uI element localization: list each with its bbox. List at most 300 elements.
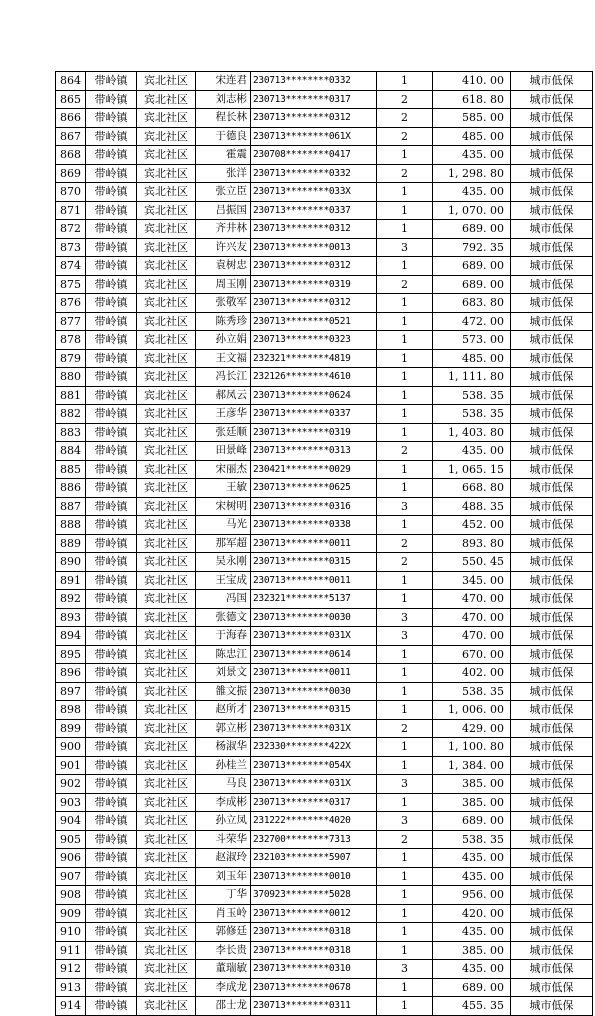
table-row (56, 571, 593, 590)
amount-cell: 683. 80 (433, 294, 511, 313)
amount-cell: 1, 070. 00 (433, 201, 511, 220)
town-cell: 带岭镇 (86, 220, 137, 239)
town-cell: 带岭镇 (86, 719, 137, 738)
community-cell: 宾北社区 (137, 941, 196, 960)
household-persons-cell: 1 (377, 220, 433, 239)
row-number-cell: 907 (56, 867, 86, 886)
amount-cell: 1, 100. 80 (433, 738, 511, 757)
household-persons-cell: 1 (377, 516, 433, 535)
household-persons-cell: 3 (377, 608, 433, 627)
assistance-type-cell: 城市低保 (511, 941, 593, 960)
assistance-type-cell: 城市低保 (511, 442, 593, 461)
table-row (56, 793, 593, 812)
row-number-cell: 864 (56, 72, 86, 91)
recipient-name-cell: 程长林 (196, 109, 251, 128)
id-number-cell: 230713********0312 (251, 109, 377, 128)
row-number-cell: 875 (56, 275, 86, 294)
row-number-cell: 880 (56, 368, 86, 387)
table-row (56, 238, 593, 257)
community-cell: 宾北社区 (137, 294, 196, 313)
table-row (56, 775, 593, 794)
table-row (56, 608, 593, 627)
table-row (56, 923, 593, 942)
household-persons-cell: 1 (377, 479, 433, 498)
id-number-cell: 230713********0318 (251, 941, 377, 960)
town-cell: 带岭镇 (86, 497, 137, 516)
recipient-name-cell: 于海春 (196, 627, 251, 646)
town-cell: 带岭镇 (86, 331, 137, 350)
town-cell: 带岭镇 (86, 534, 137, 553)
amount-cell: 573. 00 (433, 331, 511, 350)
community-cell: 宾北社区 (137, 442, 196, 461)
amount-cell: 470. 00 (433, 590, 511, 609)
assistance-type-cell: 城市低保 (511, 534, 593, 553)
table-row (56, 312, 593, 331)
id-number-cell: 230713********0317 (251, 793, 377, 812)
amount-cell: 345. 00 (433, 571, 511, 590)
id-number-cell: 230713********0013 (251, 238, 377, 257)
assistance-type-cell: 城市低保 (511, 997, 593, 1016)
household-persons-cell: 3 (377, 775, 433, 794)
id-number-cell: 232103********5907 (251, 849, 377, 868)
recipient-name-cell: 张廷顺 (196, 423, 251, 442)
recipient-name-cell: 孙立凤 (196, 812, 251, 831)
id-number-cell: 230708********0417 (251, 146, 377, 165)
household-persons-cell: 3 (377, 497, 433, 516)
household-persons-cell: 1 (377, 460, 433, 479)
recipient-name-cell: 宋树明 (196, 497, 251, 516)
assistance-type-cell: 城市低保 (511, 793, 593, 812)
household-persons-cell: 2 (377, 90, 433, 109)
town-cell: 带岭镇 (86, 460, 137, 479)
table-row (56, 386, 593, 405)
community-cell: 宾北社区 (137, 220, 196, 239)
recipient-name-cell: 王彦华 (196, 405, 251, 424)
table-row (56, 201, 593, 220)
community-cell: 宾北社区 (137, 275, 196, 294)
community-cell: 宾北社区 (137, 830, 196, 849)
recipient-name-cell: 孙立娟 (196, 331, 251, 350)
town-cell: 带岭镇 (86, 738, 137, 757)
household-persons-cell: 1 (377, 349, 433, 368)
amount-cell: 792. 35 (433, 238, 511, 257)
table-row (56, 941, 593, 960)
recipient-name-cell: 赵淑玲 (196, 849, 251, 868)
id-number-cell: 230713********0315 (251, 701, 377, 720)
id-number-cell: 230713********0624 (251, 386, 377, 405)
assistance-type-cell: 城市低保 (511, 423, 593, 442)
community-cell: 宾北社区 (137, 368, 196, 387)
table-row (56, 978, 593, 997)
id-number-cell: 232700********7313 (251, 830, 377, 849)
household-persons-cell: 1 (377, 201, 433, 220)
household-persons-cell: 1 (377, 590, 433, 609)
town-cell: 带岭镇 (86, 72, 137, 91)
household-persons-cell: 1 (377, 368, 433, 387)
recipient-name-cell: 吕振国 (196, 201, 251, 220)
amount-cell: 385. 00 (433, 793, 511, 812)
table-row (56, 460, 593, 479)
amount-cell: 385. 00 (433, 775, 511, 794)
town-cell: 带岭镇 (86, 793, 137, 812)
table-row (56, 553, 593, 572)
amount-cell: 689. 00 (433, 257, 511, 276)
assistance-type-cell: 城市低保 (511, 127, 593, 146)
community-cell: 宾北社区 (137, 960, 196, 979)
community-cell: 宾北社区 (137, 701, 196, 720)
household-persons-cell: 1 (377, 738, 433, 757)
assistance-type-cell: 城市低保 (511, 664, 593, 683)
household-persons-cell: 3 (377, 238, 433, 257)
amount-cell: 435. 00 (433, 183, 511, 202)
row-number-cell: 870 (56, 183, 86, 202)
row-number-cell: 888 (56, 516, 86, 535)
household-persons-cell: 1 (377, 997, 433, 1016)
table-row (56, 331, 593, 350)
community-cell: 宾北社区 (137, 146, 196, 165)
table-row (56, 479, 593, 498)
assistance-type-cell: 城市低保 (511, 257, 593, 276)
household-persons-cell: 2 (377, 127, 433, 146)
row-number-cell: 881 (56, 386, 86, 405)
row-number-cell: 906 (56, 849, 86, 868)
recipient-name-cell: 王文福 (196, 349, 251, 368)
row-number-cell: 889 (56, 534, 86, 553)
row-number-cell: 886 (56, 479, 86, 498)
assistance-type-cell: 城市低保 (511, 386, 593, 405)
town-cell: 带岭镇 (86, 349, 137, 368)
assistance-type-cell: 城市低保 (511, 571, 593, 590)
amount-cell: 485. 00 (433, 127, 511, 146)
id-number-cell: 230713********0312 (251, 220, 377, 239)
recipient-name-cell: 陈忠江 (196, 645, 251, 664)
table-row (56, 534, 593, 553)
table-row (56, 109, 593, 128)
recipient-name-cell: 王宝成 (196, 571, 251, 590)
community-cell: 宾北社区 (137, 164, 196, 183)
town-cell: 带岭镇 (86, 479, 137, 498)
id-number-cell: 230713********031X (251, 627, 377, 646)
assistance-type-cell: 城市低保 (511, 516, 593, 535)
recipient-name-cell: 杨淑华 (196, 738, 251, 757)
recipient-name-cell: 吴永刚 (196, 553, 251, 572)
community-cell: 宾北社区 (137, 793, 196, 812)
assistance-type-cell: 城市低保 (511, 701, 593, 720)
table-row (56, 127, 593, 146)
table-row (56, 904, 593, 923)
town-cell: 带岭镇 (86, 386, 137, 405)
recipient-name-cell: 李成龙 (196, 978, 251, 997)
assistance-type-cell: 城市低保 (511, 479, 593, 498)
community-cell: 宾北社区 (137, 682, 196, 701)
household-persons-cell: 1 (377, 312, 433, 331)
id-number-cell: 230713********0337 (251, 405, 377, 424)
id-number-cell: 230713********0012 (251, 904, 377, 923)
amount-cell: 668. 80 (433, 479, 511, 498)
id-number-cell: 230713********0312 (251, 294, 377, 313)
table-row (56, 164, 593, 183)
community-cell: 宾北社区 (137, 719, 196, 738)
recipient-name-cell: 冯国 (196, 590, 251, 609)
amount-cell: 956. 00 (433, 886, 511, 905)
amount-cell: 410. 00 (433, 72, 511, 91)
town-cell: 带岭镇 (86, 405, 137, 424)
household-persons-cell: 1 (377, 294, 433, 313)
household-persons-cell: 1 (377, 978, 433, 997)
row-number-cell: 878 (56, 331, 86, 350)
town-cell: 带岭镇 (86, 201, 137, 220)
town-cell: 带岭镇 (86, 645, 137, 664)
town-cell: 带岭镇 (86, 312, 137, 331)
community-cell: 宾北社区 (137, 90, 196, 109)
town-cell: 带岭镇 (86, 997, 137, 1016)
table-row (56, 627, 593, 646)
id-number-cell: 230713********0317 (251, 90, 377, 109)
town-cell: 带岭镇 (86, 590, 137, 609)
assistance-type-cell: 城市低保 (511, 331, 593, 350)
table-row (56, 960, 593, 979)
household-persons-cell: 1 (377, 886, 433, 905)
community-cell: 宾北社区 (137, 997, 196, 1016)
table-row (56, 849, 593, 868)
row-number-cell: 901 (56, 756, 86, 775)
household-persons-cell: 1 (377, 72, 433, 91)
community-cell: 宾北社区 (137, 460, 196, 479)
community-cell: 宾北社区 (137, 72, 196, 91)
table-row (56, 812, 593, 831)
amount-cell: 1, 065. 15 (433, 460, 511, 479)
id-number-cell: 230713********0678 (251, 978, 377, 997)
row-number-cell: 909 (56, 904, 86, 923)
amount-cell: 1, 111. 80 (433, 368, 511, 387)
table-row (56, 442, 593, 461)
household-persons-cell: 1 (377, 146, 433, 165)
amount-cell: 429. 00 (433, 719, 511, 738)
town-cell: 带岭镇 (86, 941, 137, 960)
row-number-cell: 913 (56, 978, 86, 997)
id-number-cell: 230713********0030 (251, 608, 377, 627)
table-row (56, 719, 593, 738)
amount-cell: 420. 00 (433, 904, 511, 923)
assistance-type-cell: 城市低保 (511, 608, 593, 627)
id-number-cell: 230713********0625 (251, 479, 377, 498)
id-number-cell: 232321********5137 (251, 590, 377, 609)
recipient-name-cell: 董瑞敏 (196, 960, 251, 979)
table-row (56, 516, 593, 535)
assistance-type-cell: 城市低保 (511, 72, 593, 91)
table-row (56, 645, 593, 664)
id-number-cell: 230713********0315 (251, 553, 377, 572)
assistance-type-cell: 城市低保 (511, 460, 593, 479)
assistance-type-cell: 城市低保 (511, 867, 593, 886)
recipient-name-cell: 张德文 (196, 608, 251, 627)
community-cell: 宾北社区 (137, 127, 196, 146)
row-number-cell: 873 (56, 238, 86, 257)
community-cell: 宾北社区 (137, 571, 196, 590)
community-cell: 宾北社区 (137, 331, 196, 350)
id-number-cell: 230713********061X (251, 127, 377, 146)
id-number-cell: 231222********4020 (251, 812, 377, 831)
community-cell: 宾北社区 (137, 534, 196, 553)
row-number-cell: 867 (56, 127, 86, 146)
id-number-cell: 230713********0338 (251, 516, 377, 535)
row-number-cell: 871 (56, 201, 86, 220)
recipient-name-cell: 周玉刚 (196, 275, 251, 294)
community-cell: 宾北社区 (137, 423, 196, 442)
assistance-type-cell: 城市低保 (511, 294, 593, 313)
amount-cell: 538. 35 (433, 386, 511, 405)
household-persons-cell: 1 (377, 923, 433, 942)
assistance-type-cell: 城市低保 (511, 368, 593, 387)
recipient-name-cell: 张敬军 (196, 294, 251, 313)
household-persons-cell: 3 (377, 627, 433, 646)
id-number-cell: 230713********0316 (251, 497, 377, 516)
amount-cell: 435. 00 (433, 867, 511, 886)
id-number-cell: 230713********0323 (251, 331, 377, 350)
recipient-name-cell: 赵所才 (196, 701, 251, 720)
household-persons-cell: 1 (377, 756, 433, 775)
table-row (56, 738, 593, 757)
town-cell: 带岭镇 (86, 775, 137, 794)
id-number-cell: 232330********422X (251, 738, 377, 757)
community-cell: 宾北社区 (137, 386, 196, 405)
town-cell: 带岭镇 (86, 664, 137, 683)
town-cell: 带岭镇 (86, 960, 137, 979)
recipient-name-cell: 郭修廷 (196, 923, 251, 942)
recipient-name-cell: 李长贵 (196, 941, 251, 960)
community-cell: 宾北社区 (137, 886, 196, 905)
recipient-name-cell: 宋连君 (196, 72, 251, 91)
assistance-type-cell: 城市低保 (511, 849, 593, 868)
town-cell: 带岭镇 (86, 368, 137, 387)
assistance-type-cell: 城市低保 (511, 312, 593, 331)
recipient-name-cell: 马光 (196, 516, 251, 535)
community-cell: 宾北社区 (137, 812, 196, 831)
household-persons-cell: 1 (377, 645, 433, 664)
id-number-cell: 230713********0332 (251, 164, 377, 183)
table-row (56, 590, 593, 609)
town-cell: 带岭镇 (86, 830, 137, 849)
household-persons-cell: 1 (377, 183, 433, 202)
town-cell: 带岭镇 (86, 923, 137, 942)
amount-cell: 402. 00 (433, 664, 511, 683)
assistance-type-cell: 城市低保 (511, 756, 593, 775)
id-number-cell: 232321********4819 (251, 349, 377, 368)
assistance-type-cell: 城市低保 (511, 405, 593, 424)
table-row (56, 405, 593, 424)
id-number-cell: 230713********0319 (251, 423, 377, 442)
recipient-name-cell: 张立臣 (196, 183, 251, 202)
town-cell: 带岭镇 (86, 904, 137, 923)
community-cell: 宾北社区 (137, 608, 196, 627)
amount-cell: 689. 00 (433, 275, 511, 294)
table-row (56, 90, 593, 109)
amount-cell: 472. 00 (433, 312, 511, 331)
id-number-cell: 230713********0319 (251, 275, 377, 294)
amount-cell: 618. 80 (433, 90, 511, 109)
row-number-cell: 866 (56, 109, 86, 128)
table-row (56, 886, 593, 905)
id-number-cell: 230713********0313 (251, 442, 377, 461)
amount-cell: 689. 00 (433, 220, 511, 239)
community-cell: 宾北社区 (137, 201, 196, 220)
amount-cell: 455. 35 (433, 997, 511, 1016)
town-cell: 带岭镇 (86, 127, 137, 146)
town-cell: 带岭镇 (86, 146, 137, 165)
amount-cell: 1, 403. 80 (433, 423, 511, 442)
household-persons-cell: 2 (377, 442, 433, 461)
household-persons-cell: 3 (377, 812, 433, 831)
amount-cell: 893. 80 (433, 534, 511, 553)
town-cell: 带岭镇 (86, 257, 137, 276)
recipient-name-cell: 宋丽杰 (196, 460, 251, 479)
row-number-cell: 893 (56, 608, 86, 627)
table-row (56, 423, 593, 442)
assistance-type-cell: 城市低保 (511, 590, 593, 609)
household-persons-cell: 1 (377, 386, 433, 405)
row-number-cell: 894 (56, 627, 86, 646)
row-number-cell: 890 (56, 553, 86, 572)
id-number-cell: 230713********031X (251, 719, 377, 738)
assistance-type-cell: 城市低保 (511, 886, 593, 905)
recipient-name-cell: 孙桂兰 (196, 756, 251, 775)
town-cell: 带岭镇 (86, 553, 137, 572)
town-cell: 带岭镇 (86, 886, 137, 905)
recipient-name-cell: 肖玉岭 (196, 904, 251, 923)
table-row (56, 830, 593, 849)
household-persons-cell: 1 (377, 849, 433, 868)
community-cell: 宾北社区 (137, 867, 196, 886)
assistance-type-cell: 城市低保 (511, 146, 593, 165)
table-body (56, 72, 593, 1016)
community-cell: 宾北社区 (137, 775, 196, 794)
amount-cell: 585. 00 (433, 109, 511, 128)
id-number-cell: 230713********0337 (251, 201, 377, 220)
id-number-cell: 230421********0029 (251, 460, 377, 479)
recipient-name-cell: 郝凤云 (196, 386, 251, 405)
recipient-name-cell: 郭立彬 (196, 719, 251, 738)
row-number-cell: 902 (56, 775, 86, 794)
amount-cell: 538. 35 (433, 405, 511, 424)
recipient-name-cell: 王敏 (196, 479, 251, 498)
table-row (56, 146, 593, 165)
id-number-cell: 230713********0011 (251, 664, 377, 683)
row-number-cell: 898 (56, 701, 86, 720)
town-cell: 带岭镇 (86, 867, 137, 886)
row-number-cell: 874 (56, 257, 86, 276)
household-persons-cell: 2 (377, 830, 433, 849)
town-cell: 带岭镇 (86, 294, 137, 313)
amount-cell: 485. 00 (433, 349, 511, 368)
assistance-type-cell: 城市低保 (511, 978, 593, 997)
id-number-cell: 230713********0521 (251, 312, 377, 331)
assistance-type-cell: 城市低保 (511, 627, 593, 646)
recipient-name-cell: 刘志彬 (196, 90, 251, 109)
row-number-cell: 911 (56, 941, 86, 960)
community-cell: 宾北社区 (137, 978, 196, 997)
town-cell: 带岭镇 (86, 701, 137, 720)
table-row (56, 349, 593, 368)
community-cell: 宾北社区 (137, 479, 196, 498)
town-cell: 带岭镇 (86, 90, 137, 109)
recipient-name-cell: 刘景文 (196, 664, 251, 683)
household-persons-cell: 1 (377, 571, 433, 590)
id-number-cell: 232126********4610 (251, 368, 377, 387)
welfare-roster-sheet (55, 71, 593, 1016)
id-number-cell: 230713********0614 (251, 645, 377, 664)
household-persons-cell: 3 (377, 960, 433, 979)
town-cell: 带岭镇 (86, 516, 137, 535)
